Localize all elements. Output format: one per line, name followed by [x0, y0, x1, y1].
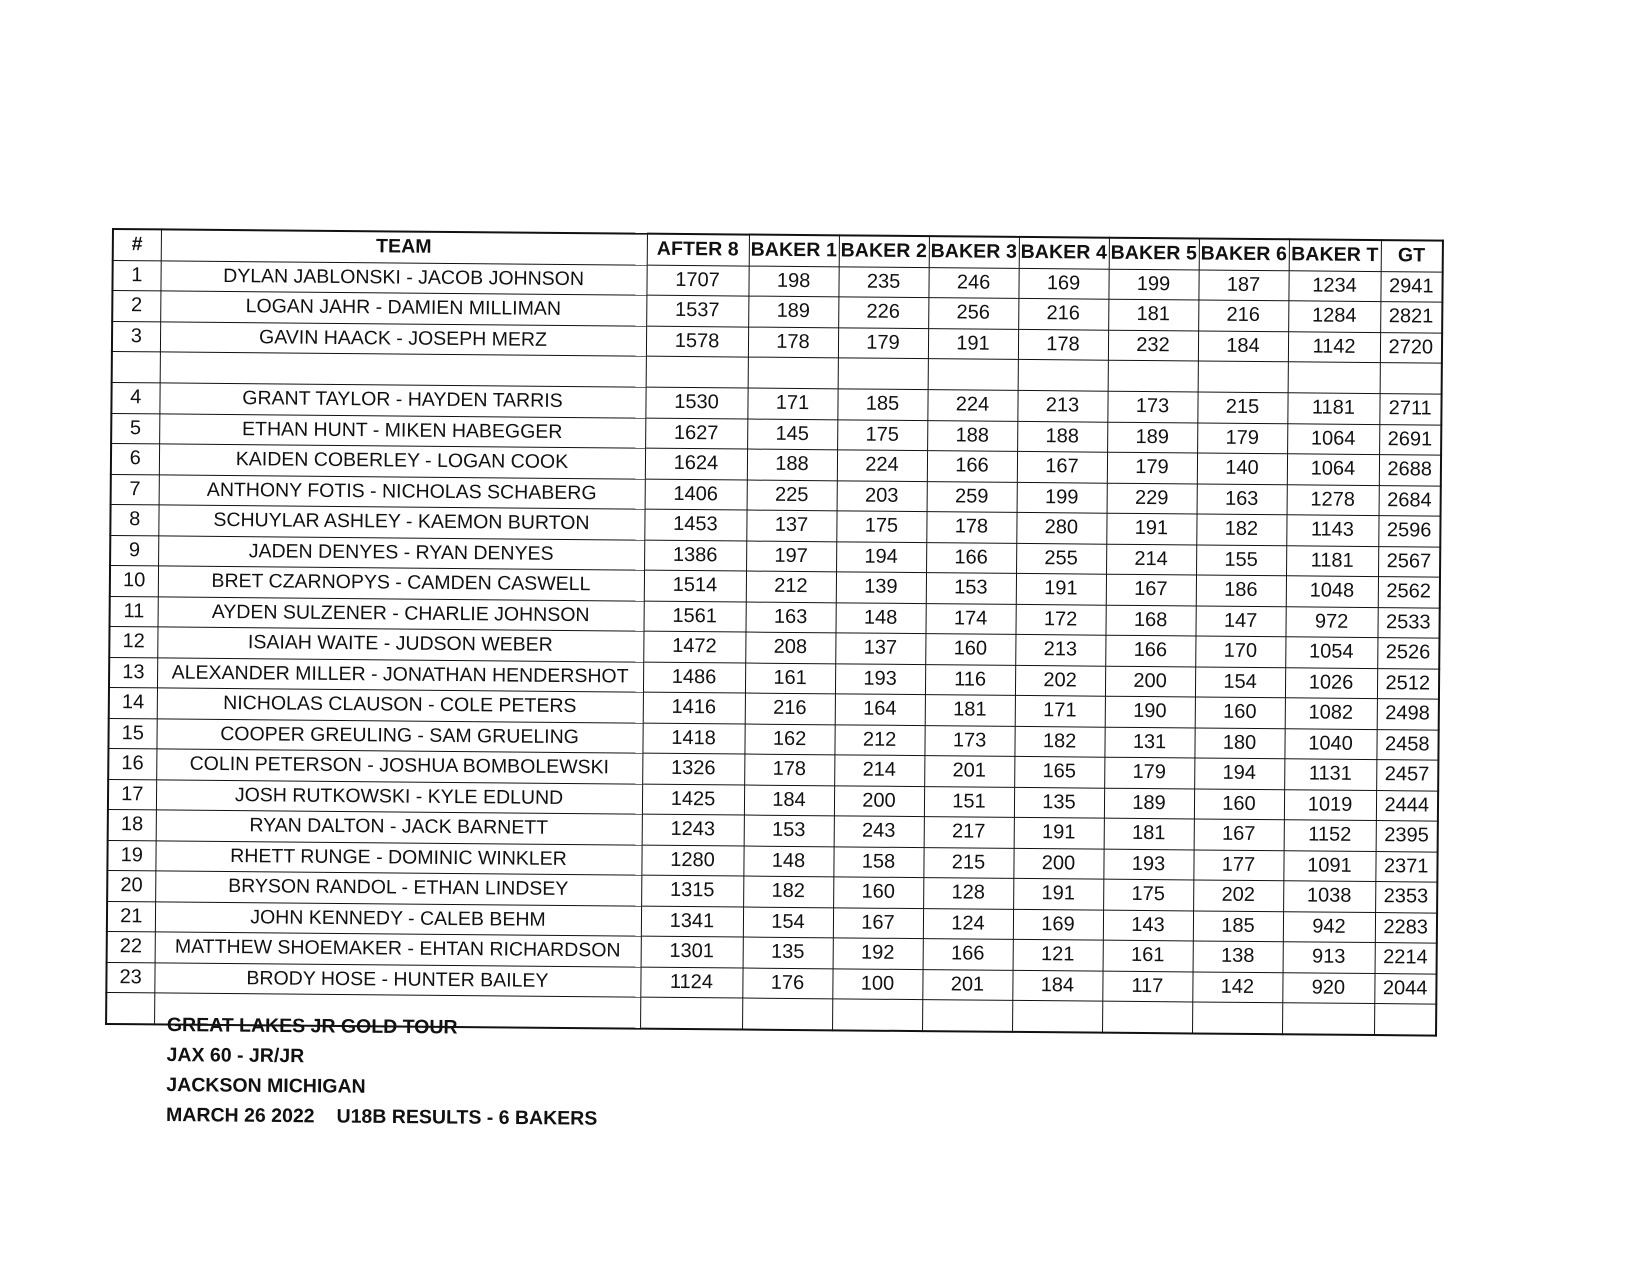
- baker-6-cell: [1198, 361, 1288, 393]
- baker-1-cell: 163: [745, 602, 835, 633]
- baker-1-cell: [748, 357, 838, 389]
- after-8-cell: 1530: [645, 387, 747, 418]
- team-cell: LOGAN JAHR - DAMIEN MILLIMAN: [160, 291, 646, 326]
- grand-total-cell: 2684: [1379, 485, 1441, 516]
- baker-5-cell: 200: [1105, 666, 1195, 697]
- baker-5-cell: 131: [1104, 727, 1194, 758]
- baker-1-cell: 161: [745, 663, 835, 694]
- after-8-cell: 1486: [643, 662, 745, 693]
- grand-total-cell: 2498: [1377, 699, 1439, 730]
- baker-3-cell: 191: [928, 328, 1018, 359]
- baker-6-cell: 154: [1195, 666, 1285, 697]
- team-cell: DYLAN JABLONSKI - JACOB JOHNSON: [160, 260, 646, 295]
- baker-total-cell: [1288, 362, 1380, 394]
- baker-4-cell: 171: [1015, 695, 1105, 726]
- baker-6-cell: 167: [1194, 819, 1284, 850]
- baker-2-cell: 193: [835, 663, 925, 694]
- event-location: JACKSON MICHIGAN: [166, 1073, 366, 1098]
- team-cell: BRODY HOSE - HUNTER BAILEY: [154, 962, 640, 997]
- after-8-cell: 1124: [640, 967, 742, 998]
- baker-1-cell: 145: [747, 419, 837, 450]
- after-8-cell: 1406: [645, 479, 747, 510]
- after-8-cell: 1315: [641, 875, 743, 906]
- baker-6-cell: 142: [1192, 971, 1282, 1002]
- baker-3-cell: 188: [927, 420, 1017, 451]
- baker-total-cell: 1038: [1283, 881, 1375, 912]
- baker-2-cell: 139: [836, 572, 926, 603]
- team-cell: NICHOLAS CLAUSON - COLE PETERS: [157, 688, 643, 723]
- rank-cell: 17: [108, 779, 156, 810]
- after-8-cell: [646, 356, 748, 388]
- baker-4-cell: 188: [1017, 421, 1107, 452]
- baker-total-cell: 913: [1283, 942, 1375, 973]
- rank-cell: 14: [109, 687, 157, 718]
- baker-6-cell: 215: [1197, 392, 1287, 423]
- after-8-cell: 1341: [641, 906, 743, 937]
- baker-total-cell: 1019: [1284, 789, 1376, 820]
- baker-6-cell: 184: [1198, 330, 1288, 361]
- baker-1-cell: 225: [747, 480, 837, 511]
- baker-2-cell: 158: [833, 846, 923, 877]
- baker-2-cell: 164: [835, 694, 925, 725]
- baker-4-cell: 172: [1015, 604, 1105, 635]
- baker-2-cell: 235: [838, 266, 928, 297]
- rank-cell: 13: [109, 657, 157, 688]
- baker-5-cell: 191: [1106, 513, 1196, 544]
- baker-2-cell: 175: [837, 419, 927, 450]
- grand-total-cell: 2691: [1379, 424, 1441, 455]
- grand-total-cell: 2596: [1378, 516, 1440, 547]
- after-8-cell: 1472: [643, 631, 745, 662]
- grand-total-cell: 2395: [1376, 821, 1438, 852]
- table-body: [106, 260, 1443, 1036]
- rank-cell: 2: [112, 291, 160, 322]
- baker-6-cell: 147: [1195, 605, 1285, 636]
- baker-3-cell: 124: [923, 908, 1013, 939]
- baker-total-cell: 1181: [1286, 545, 1378, 576]
- baker-4-cell: 135: [1014, 787, 1104, 818]
- baker-4-cell: [1012, 1000, 1102, 1032]
- baker-2-cell: 185: [837, 389, 927, 420]
- team-cell: RHETT RUNGE - DOMINIC WINKLER: [155, 840, 641, 875]
- baker-2-cell: 203: [837, 480, 927, 511]
- grand-total-cell: 2458: [1376, 729, 1438, 760]
- baker-1-cell: 137: [746, 510, 836, 541]
- event-date: MARCH 26 2022: [165, 1103, 315, 1128]
- header-cell-after-8: AFTER 8: [647, 234, 749, 266]
- baker-1-cell: 184: [744, 785, 834, 816]
- baker-total-cell: 1131: [1284, 759, 1376, 790]
- baker-6-cell: 140: [1197, 453, 1287, 484]
- rank-cell: 6: [111, 444, 159, 475]
- baker-total-cell: 1040: [1284, 728, 1376, 759]
- team-cell: COOPER GREULING - SAM GRUELING: [156, 718, 642, 753]
- baker-3-cell: 215: [923, 847, 1013, 878]
- baker-1-cell: 216: [745, 693, 835, 724]
- baker-6-cell: 138: [1193, 941, 1283, 972]
- baker-2-cell: 179: [838, 327, 928, 358]
- baker-3-cell: 224: [927, 390, 1017, 421]
- baker-total-cell: 1091: [1283, 850, 1375, 881]
- team-cell: BRET CZARNOPYS - CAMDEN CASWELL: [158, 566, 644, 601]
- after-8-cell: 1418: [642, 723, 744, 754]
- baker-3-cell: 166: [923, 939, 1013, 970]
- rank-cell: 18: [108, 809, 156, 840]
- baker-4-cell: 200: [1013, 848, 1103, 879]
- after-8-cell: 1624: [645, 448, 747, 479]
- grand-total-cell: 2526: [1377, 638, 1439, 669]
- baker-5-cell: 175: [1103, 879, 1193, 910]
- header-cell-number: #: [113, 229, 161, 260]
- baker-1-cell: 178: [748, 327, 838, 358]
- baker-2-cell: [832, 999, 922, 1031]
- header-cell-baker-1: BAKER 1: [749, 235, 839, 267]
- baker-1-cell: 182: [743, 876, 833, 907]
- baker-4-cell: 121: [1013, 939, 1103, 970]
- baker-5-cell: 181: [1108, 299, 1198, 330]
- after-8-cell: 1578: [646, 326, 748, 357]
- team-cell: MATTHEW SHOEMAKER - EHTAN RICHARDSON: [155, 932, 641, 967]
- team-cell: ALEXANDER MILLER - JONATHAN HENDERSHOT: [157, 657, 643, 692]
- baker-5-cell: 193: [1103, 849, 1193, 880]
- baker-4-cell: 213: [1017, 390, 1107, 421]
- baker-1-cell: 208: [745, 632, 835, 663]
- header-cell-grand-total: GT: [1381, 240, 1443, 272]
- baker-3-cell: 128: [923, 878, 1013, 909]
- after-8-cell: 1627: [645, 418, 747, 449]
- baker-total-cell: 1026: [1285, 667, 1377, 698]
- baker-total-cell: 1054: [1285, 637, 1377, 668]
- baker-4-cell: 169: [1018, 268, 1108, 299]
- team-cell: RYAN DALTON - JACK BARNETT: [156, 810, 642, 845]
- baker-total-cell: 1234: [1288, 270, 1380, 301]
- baker-5-cell: 166: [1105, 635, 1195, 666]
- baker-1-cell: 189: [748, 296, 838, 327]
- header-cell-baker-total: BAKER T: [1289, 239, 1381, 271]
- baker-6-cell: 180: [1194, 727, 1284, 758]
- after-8-cell: 1425: [642, 784, 744, 815]
- baker-3-cell: 178: [926, 512, 1016, 543]
- rank-cell: 5: [111, 413, 159, 444]
- baker-3-cell: [922, 1000, 1012, 1032]
- baker-6-cell: 160: [1195, 697, 1285, 728]
- baker-5-cell: 173: [1107, 391, 1197, 422]
- baker-2-cell: 175: [836, 511, 926, 542]
- baker-total-cell: 1181: [1287, 393, 1379, 424]
- baker-total-cell: 972: [1285, 606, 1377, 637]
- baker-3-cell: 160: [925, 634, 1015, 665]
- baker-total-cell: 1278: [1287, 484, 1379, 515]
- header-cell-baker-3: BAKER 3: [929, 236, 1019, 268]
- baker-total-cell: 1143: [1286, 515, 1378, 546]
- team-cell: SCHUYLAR ASHLEY - KAEMON BURTON: [158, 505, 644, 540]
- baker-1-cell: 197: [746, 541, 836, 572]
- rank-cell: 7: [111, 474, 159, 505]
- baker-total-cell: 942: [1283, 911, 1375, 942]
- after-8-cell: 1453: [644, 509, 746, 540]
- tour-name: GREAT LAKES JR GOLD TOUR: [166, 1013, 458, 1039]
- baker-6-cell: 187: [1198, 269, 1288, 300]
- team-cell: KAIDEN COBERLEY - LOGAN COOK: [159, 444, 645, 479]
- baker-5-cell: 189: [1104, 788, 1194, 819]
- after-8-cell: 1301: [641, 936, 743, 967]
- grand-total-cell: 2214: [1375, 943, 1437, 974]
- grand-total-cell: 2821: [1380, 302, 1442, 333]
- baker-3-cell: 151: [924, 786, 1014, 817]
- grand-total-cell: 2711: [1379, 394, 1441, 425]
- baker-total-cell: 1064: [1287, 423, 1379, 454]
- grand-total-cell: [1380, 363, 1442, 395]
- baker-4-cell: 213: [1015, 634, 1105, 665]
- baker-2-cell: 200: [834, 785, 924, 816]
- baker-5-cell: [1108, 360, 1198, 392]
- baker-2-cell: 226: [838, 297, 928, 328]
- header-cell-baker-6: BAKER 6: [1199, 238, 1289, 270]
- after-8-cell: 1514: [644, 570, 746, 601]
- baker-6-cell: 177: [1193, 849, 1283, 880]
- after-8-cell: 1416: [643, 692, 745, 723]
- team-cell: COLIN PETERSON - JOSHUA BOMBOLEWSKI: [156, 749, 642, 784]
- header-cell-team: TEAM: [161, 229, 647, 264]
- baker-3-cell: 166: [926, 542, 1016, 573]
- baker-4-cell: 191: [1013, 878, 1103, 909]
- baker-total-cell: 1152: [1284, 820, 1376, 851]
- baker-5-cell: 117: [1102, 971, 1192, 1002]
- team-cell: [160, 352, 646, 387]
- after-8-cell: 1243: [642, 814, 744, 845]
- baker-total-cell: 920: [1282, 972, 1374, 1003]
- event-info: [166, 1010, 598, 1134]
- grand-total-cell: 2688: [1379, 455, 1441, 486]
- baker-1-cell: 171: [747, 388, 837, 419]
- team-cell: ISAIAH WAITE - JUDSON WEBER: [157, 627, 643, 662]
- baker-3-cell: 259: [927, 481, 1017, 512]
- grand-total-cell: [1374, 1004, 1436, 1036]
- baker-3-cell: 256: [928, 298, 1018, 329]
- header-cell-baker-2: BAKER 2: [839, 235, 929, 267]
- baker-total-cell: 1284: [1288, 301, 1380, 332]
- baker-4-cell: 182: [1014, 726, 1104, 757]
- baker-6-cell: [1192, 1002, 1282, 1034]
- baker-6-cell: 186: [1196, 575, 1286, 606]
- rank-cell: 3: [112, 321, 160, 352]
- baker-5-cell: [1102, 1001, 1192, 1033]
- rank-cell: 16: [108, 748, 156, 779]
- baker-2-cell: 243: [834, 816, 924, 847]
- team-cell: GAVIN HAACK - JOSEPH MERZ: [160, 321, 646, 356]
- baker-2-cell: 192: [833, 938, 923, 969]
- baker-6-cell: 216: [1198, 300, 1288, 331]
- baker-total-cell: [1282, 1003, 1374, 1035]
- team-cell: AYDEN SULZENER - CHARLIE JOHNSON: [158, 596, 644, 631]
- baker-1-cell: 154: [743, 907, 833, 938]
- rank-cell: 20: [107, 870, 155, 901]
- baker-1-cell: 176: [742, 968, 832, 999]
- baker-4-cell: 202: [1015, 665, 1105, 696]
- results-table: [105, 228, 1444, 1037]
- team-cell: JADEN DENYES - RYAN DENYES: [158, 535, 644, 570]
- baker-4-cell: 216: [1018, 298, 1108, 329]
- baker-4-cell: 255: [1016, 543, 1106, 574]
- baker-2-cell: 160: [833, 877, 923, 908]
- after-8-cell: 1326: [642, 753, 744, 784]
- team-cell: BRYSON RANDOL - ETHAN LINDSEY: [155, 871, 641, 906]
- rank-cell: 9: [110, 535, 158, 566]
- event-date-title: [166, 1100, 597, 1134]
- baker-4-cell: 191: [1016, 573, 1106, 604]
- baker-3-cell: 153: [926, 573, 1016, 604]
- baker-6-cell: 194: [1194, 758, 1284, 789]
- baker-1-cell: 178: [744, 754, 834, 785]
- rank-cell: 4: [111, 383, 159, 414]
- rank-cell: 11: [110, 596, 158, 627]
- baker-total-cell: 1142: [1288, 331, 1380, 362]
- baker-5-cell: 232: [1108, 330, 1198, 361]
- baker-3-cell: 166: [927, 451, 1017, 482]
- rank-cell: 1: [112, 260, 160, 291]
- baker-5-cell: 143: [1103, 910, 1193, 941]
- baker-2-cell: 194: [836, 541, 926, 572]
- grand-total-cell: 2353: [1375, 882, 1437, 913]
- baker-4-cell: 184: [1012, 970, 1102, 1001]
- baker-1-cell: 198: [748, 266, 838, 297]
- after-8-cell: 1561: [644, 601, 746, 632]
- baker-4-cell: [1018, 359, 1108, 391]
- rank-cell: [106, 992, 154, 1024]
- baker-3-cell: [928, 359, 1018, 391]
- baker-4-cell: 191: [1014, 817, 1104, 848]
- baker-total-cell: 1064: [1287, 454, 1379, 485]
- baker-4-cell: 199: [1017, 482, 1107, 513]
- grand-total-cell: 2941: [1380, 271, 1442, 302]
- baker-1-cell: [742, 998, 832, 1030]
- grand-total-cell: 2567: [1378, 546, 1440, 577]
- rank-cell: 23: [106, 962, 154, 993]
- baker-5-cell: 214: [1106, 544, 1196, 575]
- rank-cell: [112, 352, 160, 383]
- grand-total-cell: 2720: [1380, 332, 1442, 363]
- results-title: U18B RESULTS - 6 BAKERS: [336, 1105, 598, 1130]
- baker-2-cell: 148: [835, 602, 925, 633]
- baker-1-cell: 212: [746, 571, 836, 602]
- baker-5-cell: 181: [1104, 818, 1194, 849]
- baker-6-cell: 160: [1194, 788, 1284, 819]
- header-cell-baker-4: BAKER 4: [1019, 237, 1109, 269]
- baker-4-cell: 169: [1013, 909, 1103, 940]
- rank-cell: 10: [110, 565, 158, 596]
- baker-2-cell: 224: [837, 450, 927, 481]
- after-8-cell: [640, 997, 742, 1029]
- baker-1-cell: 162: [744, 724, 834, 755]
- team-cell: ANTHONY FOTIS - NICHOLAS SCHABERG: [159, 474, 645, 509]
- baker-3-cell: 173: [924, 725, 1014, 756]
- baker-6-cell: 202: [1193, 880, 1283, 911]
- baker-4-cell: 167: [1017, 451, 1107, 482]
- grand-total-cell: 2562: [1378, 577, 1440, 608]
- baker-3-cell: 217: [924, 817, 1014, 848]
- baker-5-cell: 229: [1107, 483, 1197, 514]
- after-8-cell: 1707: [646, 265, 748, 296]
- baker-1-cell: 135: [743, 937, 833, 968]
- header-cell-baker-5: BAKER 5: [1109, 238, 1199, 270]
- baker-5-cell: 168: [1105, 605, 1195, 636]
- baker-2-cell: 137: [835, 633, 925, 664]
- grand-total-cell: 2371: [1375, 851, 1437, 882]
- baker-1-cell: 188: [747, 449, 837, 480]
- grand-total-cell: 2533: [1377, 607, 1439, 638]
- grand-total-cell: 2457: [1376, 760, 1438, 791]
- baker-3-cell: 201: [924, 756, 1014, 787]
- baker-4-cell: 178: [1018, 329, 1108, 360]
- team-cell: JOHN KENNEDY - CALEB BEHM: [155, 901, 641, 936]
- baker-5-cell: 190: [1105, 696, 1195, 727]
- baker-total-cell: 1048: [1286, 576, 1378, 607]
- baker-3-cell: 174: [925, 603, 1015, 634]
- baker-3-cell: 201: [922, 969, 1012, 1000]
- grand-total-cell: 2512: [1377, 668, 1439, 699]
- rank-cell: 12: [109, 626, 157, 657]
- team-cell: ETHAN HUNT - MIKEN HABEGGER: [159, 413, 645, 448]
- rank-cell: 22: [107, 931, 155, 962]
- rank-cell: 8: [110, 504, 158, 535]
- baker-3-cell: 246: [928, 267, 1018, 298]
- baker-2-cell: 100: [832, 968, 922, 999]
- baker-5-cell: 189: [1107, 422, 1197, 453]
- after-8-cell: 1280: [641, 845, 743, 876]
- baker-4-cell: 165: [1014, 756, 1104, 787]
- baker-6-cell: 182: [1196, 514, 1286, 545]
- baker-5-cell: 161: [1103, 940, 1193, 971]
- rank-cell: 21: [107, 901, 155, 932]
- baker-1-cell: 153: [744, 815, 834, 846]
- baker-6-cell: 185: [1193, 910, 1283, 941]
- baker-5-cell: 179: [1104, 757, 1194, 788]
- baker-6-cell: 170: [1195, 636, 1285, 667]
- after-8-cell: 1537: [646, 295, 748, 326]
- rank-cell: 19: [107, 840, 155, 871]
- baker-5-cell: 199: [1108, 269, 1198, 300]
- baker-5-cell: 167: [1106, 574, 1196, 605]
- event-name: JAX 60 - JR/JR: [166, 1043, 305, 1068]
- baker-6-cell: 163: [1197, 483, 1287, 514]
- team-cell: GRANT TAYLOR - HAYDEN TARRIS: [159, 383, 645, 418]
- baker-total-cell: 1082: [1285, 698, 1377, 729]
- baker-5-cell: 179: [1107, 452, 1197, 483]
- baker-2-cell: [838, 358, 928, 390]
- baker-2-cell: 214: [834, 755, 924, 786]
- rank-cell: 15: [108, 718, 156, 749]
- after-8-cell: 1386: [644, 540, 746, 571]
- baker-3-cell: 116: [925, 664, 1015, 695]
- baker-6-cell: 155: [1196, 544, 1286, 575]
- grand-total-cell: 2444: [1376, 790, 1438, 821]
- baker-2-cell: 212: [834, 724, 924, 755]
- grand-total-cell: 2283: [1375, 912, 1437, 943]
- baker-3-cell: 181: [925, 695, 1015, 726]
- baker-1-cell: 148: [743, 846, 833, 877]
- baker-6-cell: 179: [1197, 422, 1287, 453]
- baker-2-cell: 167: [833, 907, 923, 938]
- grand-total-cell: 2044: [1374, 973, 1436, 1004]
- baker-4-cell: 280: [1016, 512, 1106, 543]
- team-cell: JOSH RUTKOWSKI - KYLE EDLUND: [156, 779, 642, 814]
